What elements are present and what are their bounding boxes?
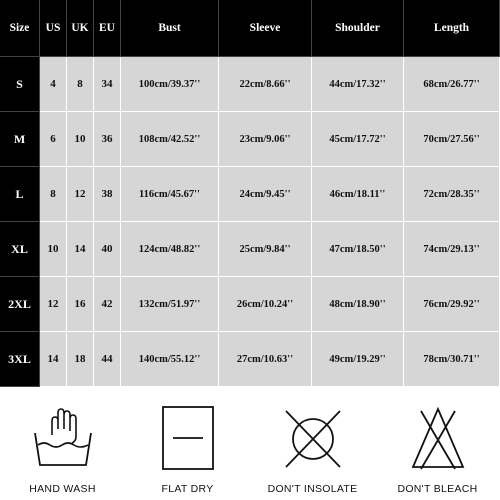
hand-wash-icon — [32, 405, 94, 475]
table-cell-uk: 16 — [67, 277, 94, 332]
table-cell-shoulder: 47cm/18.50'' — [312, 222, 404, 277]
table-cell-uk: 14 — [67, 222, 94, 277]
table-cell-sleeve: 23cm/9.06'' — [219, 112, 312, 167]
column-header-shoulder: Shoulder — [312, 0, 404, 57]
table-cell-eu: 44 — [94, 332, 121, 387]
care-label: FLAT DRY — [161, 483, 214, 495]
table-cell-eu: 36 — [94, 112, 121, 167]
column-header-length: Length — [404, 0, 500, 57]
table-cell-sleeve: 22cm/8.66'' — [219, 57, 312, 112]
table-cell-bust: 140cm/55.12'' — [121, 332, 219, 387]
table-cell-eu: 40 — [94, 222, 121, 277]
column-header-us: US — [40, 0, 67, 57]
table-cell-sleeve: 25cm/9.84'' — [219, 222, 312, 277]
table-cell-shoulder: 46cm/18.11'' — [312, 167, 404, 222]
table-cell-eu: 34 — [94, 57, 121, 112]
table-cell-us: 4 — [40, 57, 67, 112]
care-label: DON'T INSOLATE — [267, 483, 358, 495]
table-cell-bust: 132cm/51.97'' — [121, 277, 219, 332]
table-cell-length: 70cm/27.56'' — [404, 112, 500, 167]
table-cell-eu: 38 — [94, 167, 121, 222]
table-cell-us: 10 — [40, 222, 67, 277]
table-cell-bust: 108cm/42.52'' — [121, 112, 219, 167]
care-item-hand-wash — [0, 387, 125, 500]
care-item-dont-bleach — [375, 387, 500, 500]
size-label: M — [0, 112, 40, 167]
care-item-dont-insolate — [250, 387, 375, 500]
table-cell-shoulder: 48cm/18.90'' — [312, 277, 404, 332]
table-cell-us: 14 — [40, 332, 67, 387]
size-label: 2XL — [0, 277, 40, 332]
table-cell-bust: 124cm/48.82'' — [121, 222, 219, 277]
table-cell-us: 12 — [40, 277, 67, 332]
size-label: S — [0, 57, 40, 112]
do-not-insolate-icon — [282, 405, 344, 475]
table-cell-us: 6 — [40, 112, 67, 167]
table-cell-bust: 100cm/39.37'' — [121, 57, 219, 112]
size-label: XL — [0, 222, 40, 277]
column-header-bust: Bust — [121, 0, 219, 57]
do-not-bleach-icon — [407, 405, 469, 475]
table-cell-shoulder: 49cm/19.29'' — [312, 332, 404, 387]
table-cell-uk: 10 — [67, 112, 94, 167]
care-instructions — [0, 387, 500, 500]
table-cell-uk: 8 — [67, 57, 94, 112]
table-cell-length: 76cm/29.92'' — [404, 277, 500, 332]
table-cell-sleeve: 27cm/10.63'' — [219, 332, 312, 387]
size-label: 3XL — [0, 332, 40, 387]
table-cell-uk: 12 — [67, 167, 94, 222]
table-cell-sleeve: 26cm/10.24'' — [219, 277, 312, 332]
care-label: DON'T BLEACH — [397, 483, 478, 495]
table-cell-length: 68cm/26.77'' — [404, 57, 500, 112]
table-cell-us: 8 — [40, 167, 67, 222]
care-label: HAND WASH — [29, 483, 96, 495]
table-cell-eu: 42 — [94, 277, 121, 332]
table-cell-shoulder: 44cm/17.32'' — [312, 57, 404, 112]
column-header-uk: UK — [67, 0, 94, 57]
table-cell-length: 78cm/30.71'' — [404, 332, 500, 387]
column-header-sleeve: Sleeve — [219, 0, 312, 57]
table-cell-sleeve: 24cm/9.45'' — [219, 167, 312, 222]
size-label: L — [0, 167, 40, 222]
table-cell-uk: 18 — [67, 332, 94, 387]
flat-dry-icon — [157, 405, 219, 475]
table-cell-bust: 116cm/45.67'' — [121, 167, 219, 222]
table-cell-length: 74cm/29.13'' — [404, 222, 500, 277]
care-item-flat-dry — [125, 387, 250, 500]
column-header-size: Size — [0, 0, 40, 57]
table-cell-shoulder: 45cm/17.72'' — [312, 112, 404, 167]
column-header-eu: EU — [94, 0, 121, 57]
table-cell-length: 72cm/28.35'' — [404, 167, 500, 222]
